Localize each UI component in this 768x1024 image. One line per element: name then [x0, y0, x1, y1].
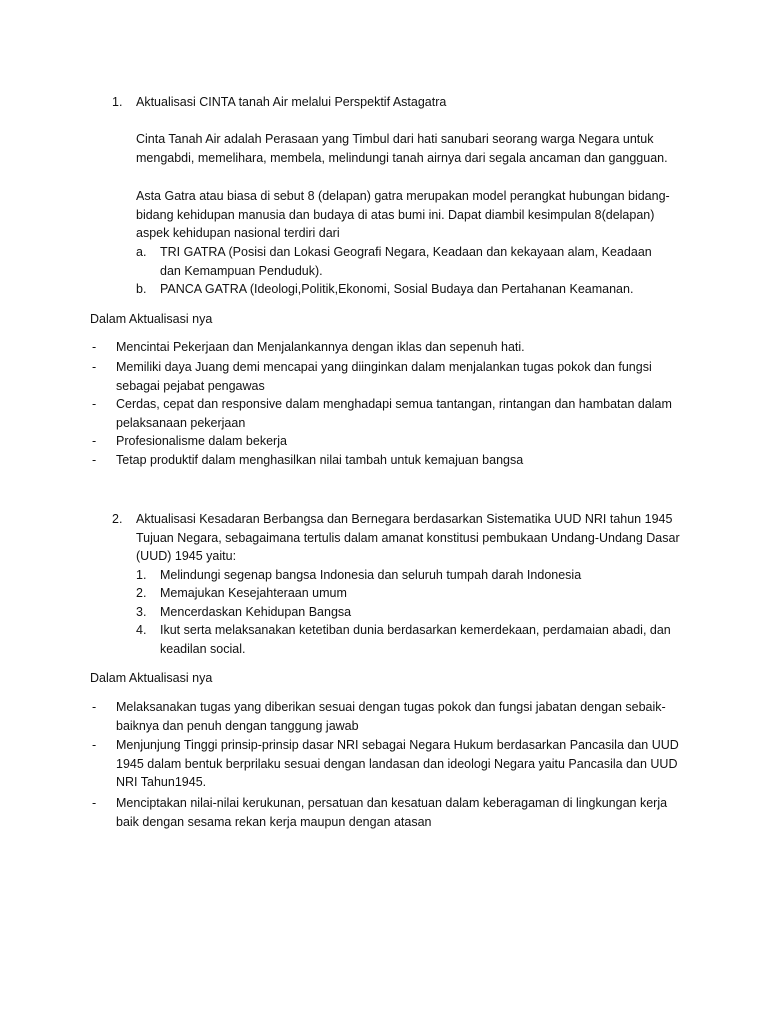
bullet-item: Melaksanakan tugas yang diberikan sesuai dengan tugas pokok dan fungsi jabatan dengan sebaik-baiknya dan penuh dengan tanggung jawab	[116, 700, 666, 733]
list-item: Mencerdaskan Kehidupan Bangsa	[160, 605, 352, 619]
list-item: Memajukan Kesejahteraan umum	[160, 586, 347, 600]
list-item: TRI GATRA (Posisi dan Lokasi Geografi Negara, Keadaan dan kekayaan alam, Keadaan dan Kemampuan Penduduk).	[160, 245, 652, 278]
list-item-marker: 4.	[136, 623, 147, 637]
bullet-marker: -	[92, 397, 97, 411]
bullet-marker: -	[92, 360, 97, 374]
list-item: Ikut serta melaksanakan ketetiban dunia berdasarkan kemerdekaan, perdamaian abadi, dan keadilan social.	[160, 623, 671, 656]
aktualisasi-heading-2: Dalam Aktualisasi nya	[90, 671, 213, 685]
section-2-heading: Aktualisasi Kesadaran Berbangsa dan Bernegara berdasarkan Sistematika UUD NRI tahun 1945 Tujuan Negara, sebagaimana tertulis dalam amanat konstitusi pembukaan Undang-Undang Dasar (UUD) 1945 yaitu:	[136, 512, 680, 563]
section-1-number: 1.	[112, 95, 123, 109]
list-item-marker: a.	[136, 245, 147, 259]
section-1-paragraph-1: Cinta Tanah Air adalah Perasaan yang Timbul dari hati sanubari seorang warga Negara untuk mengabdi, memelihara, membela, melindungi tanah airnya dari segala ancaman dan gangguan.	[136, 132, 668, 165]
bullet-item: Memiliki daya Juang demi mencapai yang diinginkan dalam menjalankan tugas pokok dan fungsi sebagai pejabat pengawas	[116, 360, 652, 393]
list-item: Melindungi segenap bangsa Indonesia dan seluruh tumpah darah Indonesia	[160, 568, 582, 582]
bullet-item: Menjunjung Tinggi prinsip-prinsip dasar NRI sebagai Negara Hukum berdasarkan Pancasila dan UUD 1945 dalam bentuk berprilaku sesuai dengan landasan dan ideologi Negara yaitu Pancasila dan UUD NRI Tahun1945.	[116, 738, 679, 789]
bullet-item: Mencintai Pekerjaan dan Menjalankannya dengan iklas dan sepenuh hati.	[116, 340, 525, 354]
list-item-marker: b.	[136, 282, 147, 296]
section-1-heading: Aktualisasi CINTA tanah Air melalui Perspektif Astagatra	[136, 95, 447, 109]
bullet-marker: -	[92, 738, 97, 752]
bullet-item: Tetap produktif dalam menghasilkan nilai tambah untuk kemajuan bangsa	[116, 453, 524, 467]
section-2-number: 2.	[112, 512, 123, 526]
list-item-marker: 3.	[136, 605, 147, 619]
bullet-marker: -	[92, 434, 97, 448]
list-item-marker: 2.	[136, 586, 147, 600]
bullet-marker: -	[92, 796, 97, 810]
bullet-item: Cerdas, cepat dan responsive dalam menghadapi semua tantangan, rintangan dan hambatan dalam pelaksanaan pekerjaan	[116, 397, 672, 430]
bullet-item: Menciptakan nilai-nilai kerukunan, persatuan dan kesatuan dalam keberagaman di lingkungan kerja baik dengan sesama rekan kerja maupun dengan atasan	[116, 796, 668, 829]
aktualisasi-heading-1: Dalam Aktualisasi nya	[90, 312, 213, 326]
section-1-paragraph-2: Asta Gatra atau biasa di sebut 8 (delapan) gatra merupakan model perangkat hubungan bidang-bidang kehidupan manusia dan budaya di atas bumi ini. Dapat diambil kesimpulan 8(delapan) aspek kehidupan nasional terdiri dari	[136, 189, 670, 240]
list-item-marker: 1.	[136, 568, 147, 582]
bullet-item: Profesionalisme dalam bekerja	[116, 434, 287, 448]
list-item: PANCA GATRA (Ideologi,Politik,Ekonomi, Sosial Budaya dan Pertahanan Keamanan.	[160, 282, 634, 296]
bullet-marker: -	[92, 453, 97, 467]
bullet-marker: -	[92, 340, 97, 354]
bullet-marker: -	[92, 700, 97, 714]
